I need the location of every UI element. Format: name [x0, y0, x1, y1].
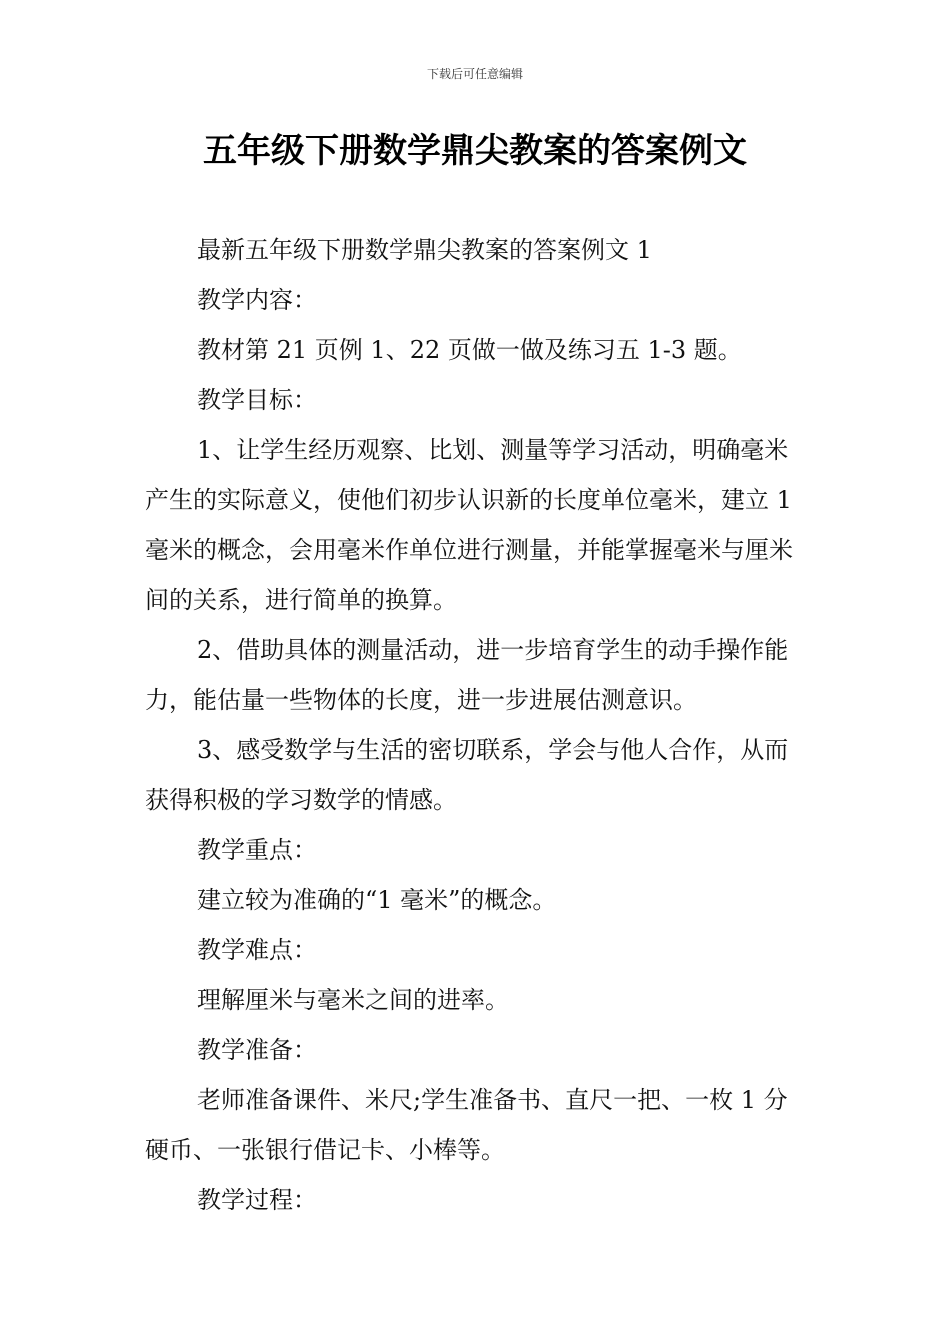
paragraph-goals-heading: 教学目标： — [197, 386, 317, 414]
paragraph-process-heading: 教学过程： — [197, 1186, 317, 1214]
document-body — [145, 225, 807, 1225]
paragraph-goal-1: 1、让学生经历观察、比划、测量等学习活动，明确毫米产生的实际意义，使他们初步认识新的长度单位毫米，建立 1 毫米的概念，会用毫米作单位进行测量，并能掌握毫米与厘米间的关系，进行简单的换算。 — [145, 436, 793, 614]
paragraph-preparation: 老师准备课件、米尺;学生准备书、直尺一把、一枚 1 分硬币、一张银行借记卡、小棒等。 — [145, 1086, 788, 1164]
paragraph-keypoint: 建立较为准确的“1 毫米”的概念。 — [197, 886, 557, 914]
paragraph-goal-3: 3、感受数学与生活的密切联系，学会与他人合作，从而获得积极的学习数学的情感。 — [145, 736, 789, 814]
paragraph-content-heading: 教学内容： — [197, 286, 317, 314]
page-header-note: 下载后可任意编辑 — [426, 67, 523, 81]
paragraph-goal-2: 2、借助具体的测量活动，进一步培育学生的动手操作能力，能估量一些物体的长度，进一步进展估测意识。 — [145, 636, 789, 714]
paragraph-keypoint-heading: 教学重点： — [197, 836, 317, 864]
paragraph-subtitle: 最新五年级下册数学鼎尖教案的答案例文 1 — [197, 236, 652, 264]
paragraph-content: 教材第 21 页例 1、22 页做一做及练习五 1-3 题。 — [197, 336, 742, 364]
paragraph-difficulty-heading: 教学难点： — [197, 936, 317, 964]
document-title: 五年级下册数学鼎尖教案的答案例文 — [203, 131, 747, 171]
paragraph-preparation-heading: 教学准备： — [197, 1036, 317, 1064]
paragraph-difficulty: 理解厘米与毫米之间的进率。 — [197, 986, 509, 1014]
